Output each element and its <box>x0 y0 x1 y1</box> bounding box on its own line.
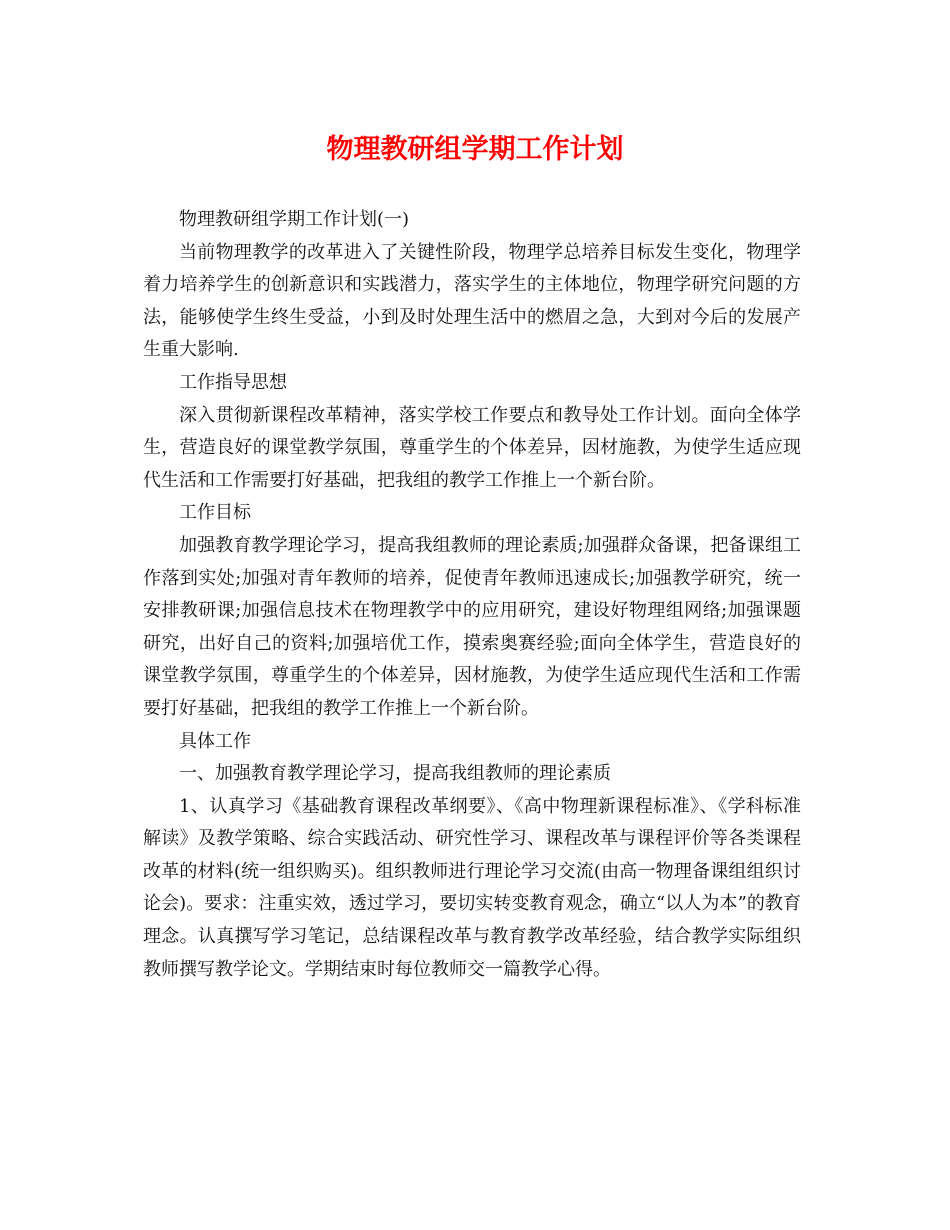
heading-section-one: 一、加强教育教学理论学习，提高我组教师的理论素质 <box>179 763 611 785</box>
paragraph-guiding-ideology: 深入贯彻新课程改革精神，落实学校工作要点和教导处工作计划。面向全体学生，营造良好的课堂教学氛围，尊重学生的个体差异，因材施教，为使学生适应现代生活和工作需要打好基础，把我组的教学工作推上一个新台阶。 <box>143 404 801 491</box>
paragraph-item-one: 1、认真学习《基础教育课程改革纲要》、《高中物理新课程标准》、《学科标准解读》及教学策略、综合实践活动、研究性学习、课程改革与课程评价等各类课程改革的材料(统一组织购买)。组织教师进行理论学习交流(由高一物理备课组组织讨论会)。要求：注重实效，透过学习，要切实转变教育观念，确立“以人为本”的教育理念。认真撰写学习笔记，总结课程改革与教育教学改革经验，结合教学实际组织教师撰写教学论文。学期结束时每位教师交一篇教学心得。 <box>143 795 801 980</box>
heading-work-goals: 工作目标 <box>179 502 251 524</box>
heading-specific-work: 具体工作 <box>179 730 251 752</box>
heading-guiding-ideology: 工作指导思想 <box>179 371 287 393</box>
paragraph-subtitle: 物理教研组学期工作计划(一) <box>179 209 410 230</box>
document-body <box>143 204 801 986</box>
paragraph-work-goals: 加强教育教学理论学习，提高我组教师的理论素质;加强群众备课，把备课组工作落到实处;加强对青年教师的培养，促使青年教师迅速成长;加强教学研究，统一安排教研课;加强信息技术在物理教学中的应用研究，建设好物理组网络;加强课题研究，出好自己的资料;加强培优工作，摸索奥赛经验;面向全体学生，营造良好的课堂教学氛围，尊重学生的个体差异，因材施教，为使学生适应现代生活和工作需要打好基础，把我组的教学工作推上一个新台阶。 <box>143 534 801 719</box>
paragraph-intro: 当前物理教学的改革进入了关键性阶段，物理学总培养目标发生变化，物理学着力培养学生的创新意识和实践潜力，落实学生的主体地位，物理学研究问题的方法，能够使学生终生受益，小到及时处理生活中的燃眉之急，大到对今后的发展产生重大影响. <box>143 241 801 361</box>
document-title: 物理教研组学期工作计划 <box>326 134 624 165</box>
